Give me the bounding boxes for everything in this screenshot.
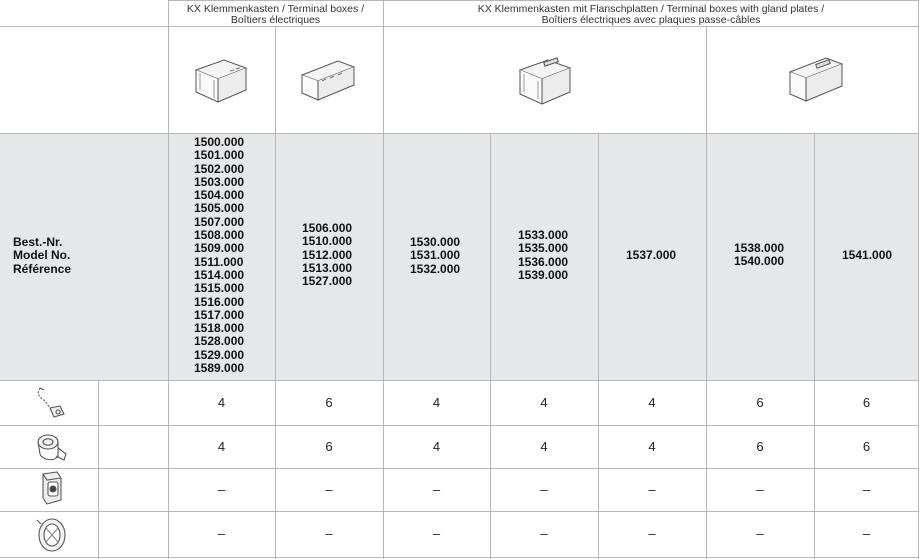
quantity-cell: 4 xyxy=(648,395,656,410)
reference-number: 1500.000 xyxy=(194,135,245,149)
quantity-cell: 4 xyxy=(217,439,226,454)
quantity-cell: – xyxy=(862,482,871,497)
quantity-cell: 4 xyxy=(432,395,441,410)
reference-number: 1510.000 xyxy=(302,234,353,249)
quantity-cell: 6 xyxy=(862,395,871,410)
reference-numbers-col-5 xyxy=(626,249,676,262)
reference-numbers-col-7 xyxy=(842,249,892,262)
terminal-box-gland-plate-icon xyxy=(514,52,576,108)
quantity-cell: – xyxy=(217,482,226,497)
reference-number: 1505.000 xyxy=(194,201,245,216)
quantity-cell: 6 xyxy=(325,395,333,410)
quantity-cell: 4 xyxy=(540,439,548,454)
quantity-cell: – xyxy=(432,526,441,541)
terminal-box-gland-plate-long-icon xyxy=(786,52,848,108)
reference-number: 1537.000 xyxy=(626,248,677,262)
quantity-cell: – xyxy=(756,482,764,497)
reference-number: 1541.000 xyxy=(842,248,893,262)
reference-number: 1539.000 xyxy=(518,267,569,282)
reference-number: 1509.000 xyxy=(194,241,245,256)
reference-number: 1531.000 xyxy=(410,248,461,263)
reference-number: 1502.000 xyxy=(194,161,245,176)
reference-number: 1589.000 xyxy=(194,361,245,376)
quantity-cell: 6 xyxy=(756,439,764,454)
reference-numbers-col-6 xyxy=(734,242,784,269)
quantity-cell: 4 xyxy=(432,439,441,454)
lock-ring-icon xyxy=(33,514,71,556)
terminal-box-icon xyxy=(190,52,252,106)
reference-numbers-col-1 xyxy=(194,136,244,375)
quantity-cell: – xyxy=(648,526,656,541)
reference-number: 1501.000 xyxy=(194,148,245,163)
reference-number: 1528.000 xyxy=(194,334,245,349)
reference-number: 1536.000 xyxy=(518,254,569,269)
reference-number: 1518.000 xyxy=(194,321,245,336)
quantity-cell: – xyxy=(540,482,548,497)
reference-number: 1512.000 xyxy=(302,247,353,262)
group-header-terminal-boxes: KX Klemmenkasten / Terminal boxes / Boîtiers électriques xyxy=(186,3,365,26)
reference-number: 1529.000 xyxy=(194,347,245,362)
quantity-cell: – xyxy=(648,482,656,497)
quantity-cell: – xyxy=(325,482,333,497)
reference-number: 1517.000 xyxy=(194,307,245,322)
quantity-cell: 4 xyxy=(540,395,548,410)
reference-number: 1503.000 xyxy=(194,174,245,189)
group-header-gland-plate-boxes: KX Klemmenkasten mit Flanschplatten / Terminal boxes with gland plates / Boîtiers électriques avec plaques passe-câbles xyxy=(477,3,825,26)
quantity-cell: 6 xyxy=(325,439,333,454)
reference-number: 1527.000 xyxy=(302,274,353,289)
reference-number: 1533.000 xyxy=(518,228,569,242)
reference-number: 1538.000 xyxy=(734,241,785,255)
reference-numbers-col-4 xyxy=(518,229,568,282)
reference-number: 1532.000 xyxy=(410,261,461,276)
quantity-cell: 6 xyxy=(862,439,871,454)
reference-number: 1515.000 xyxy=(194,281,245,296)
quantity-cell: – xyxy=(217,526,226,541)
quantity-cell: – xyxy=(862,526,871,541)
reference-number: 1507.000 xyxy=(194,214,245,229)
wall-bracket-icon xyxy=(32,428,72,466)
quantity-cell: 6 xyxy=(756,395,764,410)
reference-number: 1508.000 xyxy=(194,228,245,243)
reference-numbers-col-3 xyxy=(410,236,460,276)
reference-number: 1530.000 xyxy=(410,235,461,249)
reference-number: 1540.000 xyxy=(734,254,785,269)
reference-number: 1504.000 xyxy=(194,188,245,203)
lock-insert-icon xyxy=(35,470,71,510)
hinge-icon xyxy=(34,384,72,422)
reference-label: Best.-Nr. Model No. Référence xyxy=(13,235,72,276)
reference-number: 1513.000 xyxy=(302,260,353,275)
reference-number: 1514.000 xyxy=(194,267,245,282)
quantity-cell: – xyxy=(432,482,441,497)
quantity-cell: 4 xyxy=(648,439,656,454)
reference-number: 1506.000 xyxy=(302,221,353,235)
quantity-cell: 4 xyxy=(217,395,226,410)
quantity-cell: – xyxy=(325,526,333,541)
quantity-cell: – xyxy=(540,526,548,541)
reference-number: 1516.000 xyxy=(194,294,245,309)
reference-number: 1511.000 xyxy=(194,254,244,269)
reference-numbers-col-2 xyxy=(302,222,352,288)
terminal-box-long-icon xyxy=(298,55,360,105)
quantity-cell: – xyxy=(756,526,764,541)
reference-number: 1535.000 xyxy=(518,241,569,256)
